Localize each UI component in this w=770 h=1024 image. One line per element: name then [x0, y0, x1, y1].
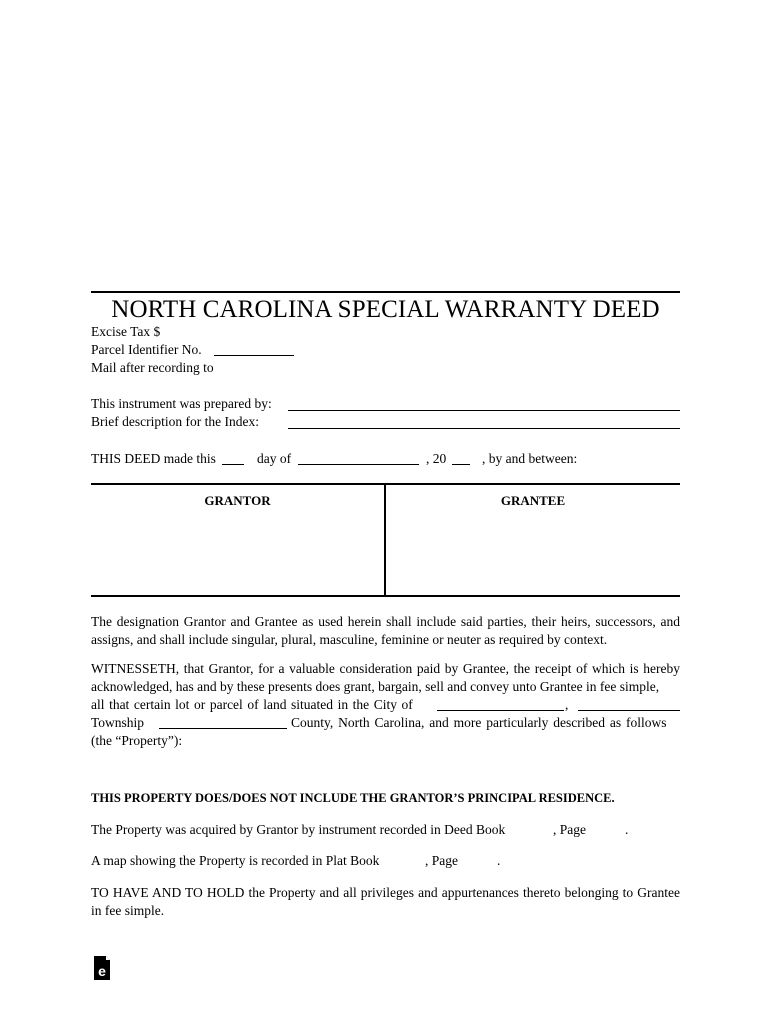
brief-desc-field[interactable] [288, 428, 680, 429]
parties-bottom-rule [91, 595, 680, 597]
acquired-page-label: , Page [553, 822, 586, 837]
parcel-id-label: Parcel Identifier No. [91, 342, 202, 357]
city-field[interactable] [437, 710, 564, 711]
deed-month-field[interactable] [298, 464, 419, 465]
grantor-field[interactable] [91, 512, 383, 594]
document-e-icon [92, 952, 112, 982]
residence-statement: THIS PROPERTY DOES/DOES NOT INCLUDE THE GRANTOR’S PRINCIPAL RESIDENCE. [91, 791, 615, 805]
deed-book-field[interactable] [518, 821, 552, 839]
deed-year-label: , 20 [426, 451, 447, 466]
page-title: NORTH CAROLINA SPECIAL WARRANTY DEED [111, 296, 660, 323]
map-page-label: , Page [425, 853, 458, 868]
grantee-field[interactable] [386, 512, 680, 594]
parcel-id-field[interactable] [214, 355, 294, 356]
prepared-by-field[interactable] [288, 410, 680, 411]
deed-day-field[interactable] [222, 464, 244, 465]
deed-between-label: , by and between: [482, 451, 578, 466]
deed-page-field[interactable] [590, 821, 624, 839]
prepared-by-label: This instrument was prepared by: [91, 396, 272, 411]
township-field[interactable] [159, 728, 287, 729]
grantee-heading: GRANTEE [500, 493, 566, 508]
witnesseth-paragraph: WITNESSETH, that Grantor, for a valuable consideration paid by Grantee, the receipt of which is hereby acknowledged, has and by these presents does grant, bargain, sell and convey unto Grantee in fee simple, [91, 661, 680, 694]
city-comma: , [565, 697, 569, 712]
parties-top-rule [91, 483, 680, 485]
mail-after-label: Mail after recording to [91, 360, 214, 375]
acquired-period: . [625, 822, 629, 837]
map-period: . [497, 853, 501, 868]
county-text: County, North Carolina, and more particularly described as follows [291, 715, 667, 730]
top-rule [91, 291, 680, 293]
grantor-heading: GRANTOR [204, 493, 271, 508]
witnesseth-city-text: all that certain lot or parcel of land situated in the City of [91, 697, 413, 712]
township-label: Township [91, 715, 145, 730]
property-description-field[interactable] [91, 752, 680, 786]
deed-dayof-label: day of [257, 451, 292, 466]
plat-page-field[interactable] [462, 852, 496, 870]
brief-desc-label: Brief description for the Index: [91, 414, 259, 429]
map-text: A map showing the Property is recorded in Plat Book [91, 853, 380, 868]
acquired-text: The Property was acquired by Grantor by instrument recorded in Deed Book [91, 822, 506, 837]
city-field-2[interactable] [578, 710, 680, 711]
plat-book-field[interactable] [390, 852, 424, 870]
habendum-paragraph: TO HAVE AND TO HOLD the Property and all privileges and appurtenances thereto belonging to Grantee in fee simple. [91, 885, 680, 918]
deed-year-field[interactable] [452, 464, 470, 465]
property-label: (the “Property”): [91, 733, 183, 748]
designation-paragraph: The designation Grantor and Grantee as used herein shall include said parties, their heirs, successors, and assigns, and shall include singular, plural, masculine, feminine or neuter as required by context. [91, 614, 680, 647]
excise-tax-label: Excise Tax $ [91, 324, 161, 339]
deed-made-label: THIS DEED made this [91, 451, 216, 466]
logo-letter: e [98, 963, 106, 979]
